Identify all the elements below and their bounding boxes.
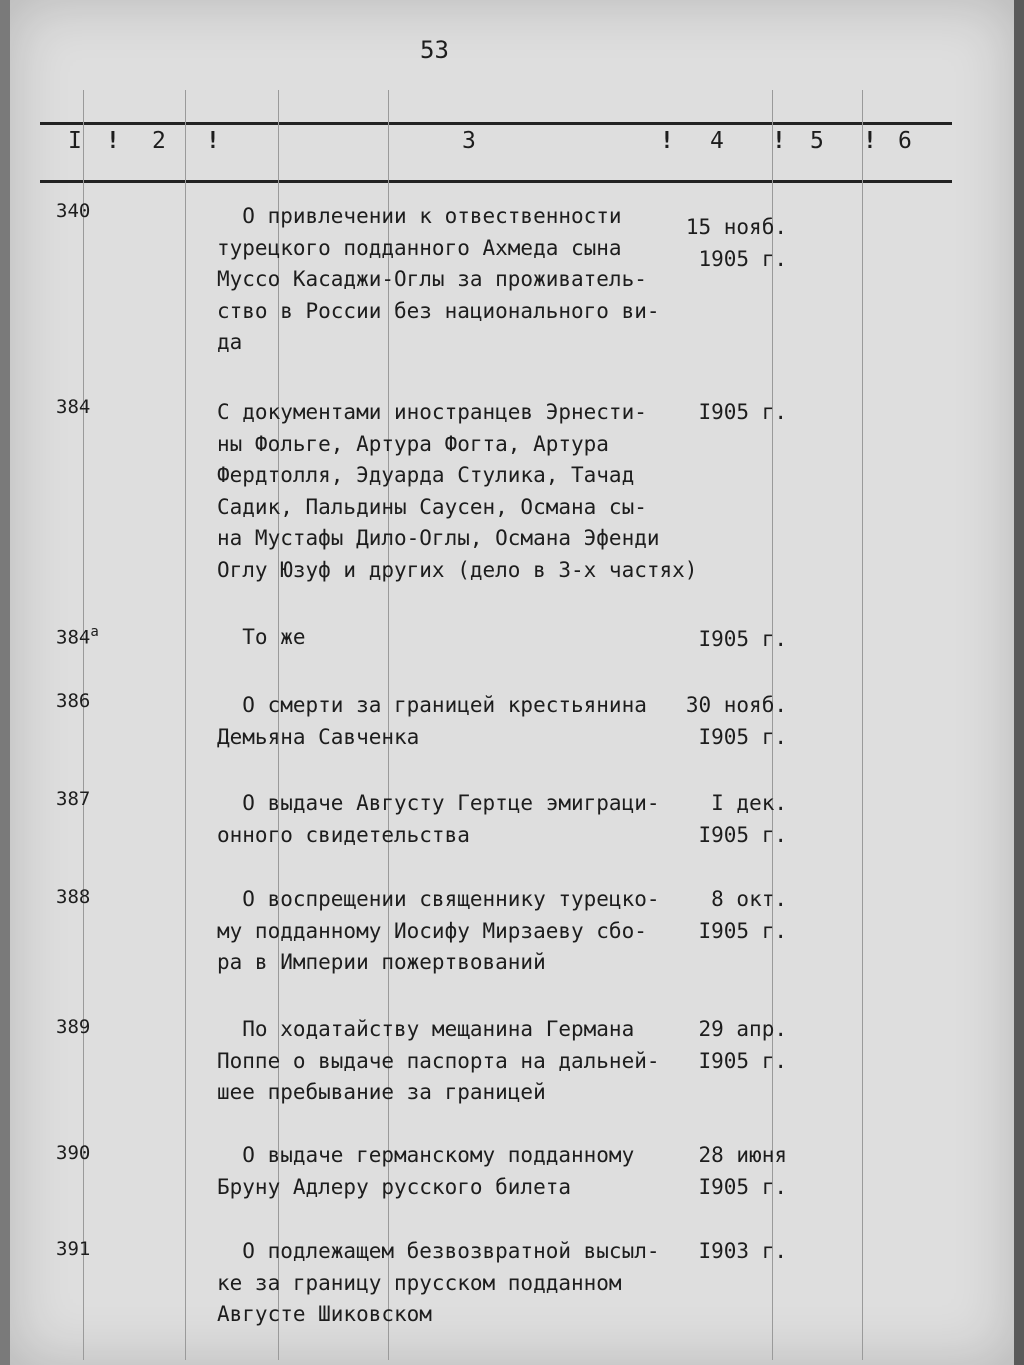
record-date: 30 нояб. I905 г. bbox=[685, 693, 787, 749]
record-title: О подлежащем безвозвратной высыл- ке за границу прусском подданном Августе Шиковском bbox=[217, 1239, 660, 1326]
record-date: 29 апр. I905 г. bbox=[698, 1017, 787, 1073]
record-title: О привлечении к отвественности турецкого подданного Ахмеда сына Муссо Касаджи-Оглы за проживатель- ство в России без национального ви- да bbox=[217, 204, 660, 354]
record-number: 386 bbox=[56, 690, 91, 712]
record-title: О воспрещении священнику турецко- му подданному Иосифу Мирзаеву сбо- ра в Империи пожертвований bbox=[217, 887, 660, 974]
record-number: 340 bbox=[56, 200, 91, 222]
column-separator: ! bbox=[772, 128, 786, 154]
record-number: 391 bbox=[56, 1238, 91, 1260]
record-title: О выдаче Августу Гертце эмиграци- онного свидетельства bbox=[217, 791, 660, 847]
record-title: О смерти за границей крестьянина Демьяна Савченка bbox=[217, 693, 647, 749]
column-header-2: 2 bbox=[152, 128, 166, 154]
record-number: 384 bbox=[56, 396, 91, 418]
record-number: 390 bbox=[56, 1142, 91, 1164]
record-date: 15 нояб. 1905 г. bbox=[685, 215, 787, 271]
column-separator: ! bbox=[206, 128, 220, 154]
column-rule-6 bbox=[862, 90, 863, 1360]
page-number: 53 bbox=[420, 36, 449, 64]
record-date: I дек. I905 г. bbox=[698, 791, 787, 847]
column-separator: ! bbox=[106, 128, 120, 154]
record-number-suffix: а bbox=[90, 624, 99, 640]
header-top-rule bbox=[40, 122, 952, 125]
record-title: С документами иностранцев Эрнести- ны Фольге, Артура Фогта, Артура Фердтолля, Эдуарда Стулика, Тачад Садик, Пальдины Саусен, Османа сы- на Мустафы Дило-Оглы, Османа Эфенди Оглу Юзуф и других (дело в 3-х частях) bbox=[217, 400, 698, 582]
column-header-5: 5 bbox=[810, 128, 824, 154]
record-date: I903 г. bbox=[698, 1239, 787, 1263]
column-header-3: 3 bbox=[462, 128, 476, 154]
header-bottom-rule bbox=[40, 180, 952, 183]
record-title: По ходатайству мещанина Германа Поппе о выдаче паспорта на дальней- шее пребывание за границей bbox=[217, 1017, 660, 1104]
column-header-1: I bbox=[68, 128, 82, 154]
record-date: 8 окт. I905 г. bbox=[698, 887, 787, 943]
record-number: 387 bbox=[56, 788, 91, 810]
record-title: О выдаче германскому подданному Бруну Адлеру русского билета bbox=[217, 1143, 635, 1199]
column-rule-1 bbox=[83, 90, 84, 1360]
column-separator: ! bbox=[863, 128, 877, 154]
record-number: 388 bbox=[56, 886, 91, 908]
record-date: 28 июня I905 г. bbox=[698, 1143, 787, 1199]
column-rule-2 bbox=[185, 90, 186, 1360]
record-date: I905 г. bbox=[698, 627, 787, 651]
record-date: I905 г. bbox=[698, 400, 787, 424]
column-header-6: 6 bbox=[898, 128, 912, 154]
record-title: То же bbox=[217, 625, 306, 649]
column-header-4: 4 bbox=[710, 128, 724, 154]
record-number: $384^а$ bbox=[56, 624, 99, 649]
column-separator: ! bbox=[660, 128, 674, 154]
document-page bbox=[10, 0, 1014, 1365]
record-number: 389 bbox=[56, 1016, 91, 1038]
